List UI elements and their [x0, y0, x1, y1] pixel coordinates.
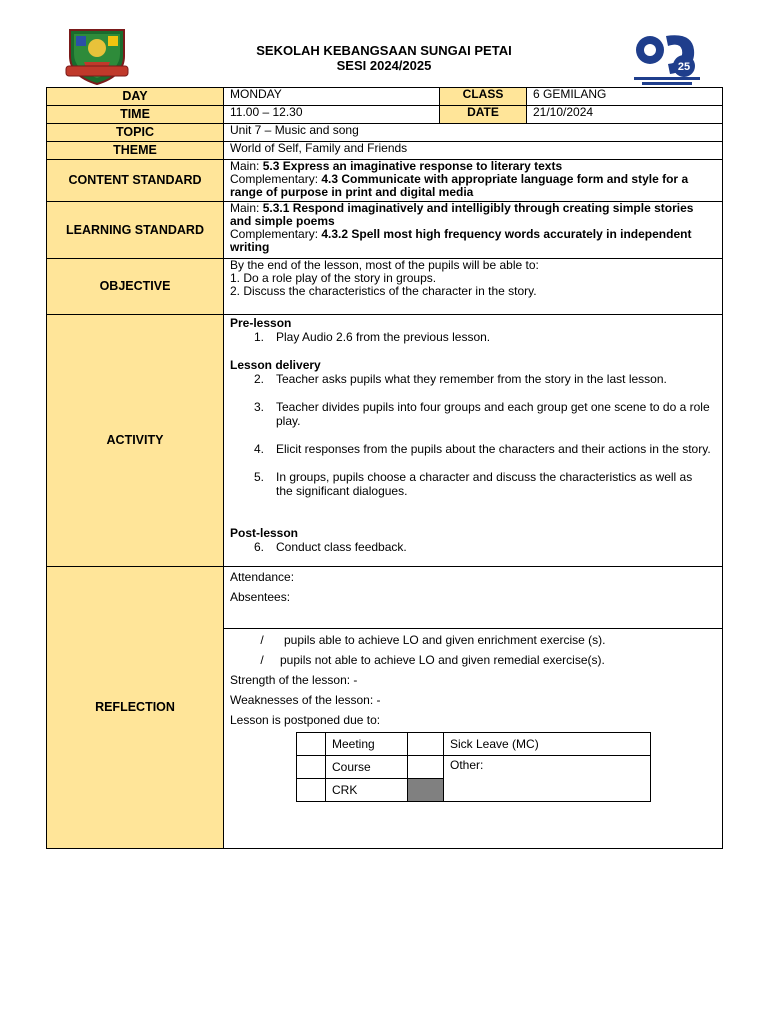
shaded-cell [408, 779, 444, 802]
slash-mark: / [260, 633, 264, 647]
attendance-cell [224, 567, 723, 629]
activity-step [230, 442, 716, 456]
value-date: 21/10/2024 [527, 106, 723, 124]
attendance-label: Attendance: [230, 570, 295, 584]
label-learning-standard: LEARNING STANDARD [47, 202, 224, 259]
row-time [47, 106, 723, 124]
remedial-line [230, 650, 716, 670]
learning-standard-comp [230, 228, 716, 254]
meeting-checkbox[interactable] [297, 733, 326, 756]
row-activity [47, 315, 723, 567]
content-standard-cell [224, 160, 723, 202]
reason-other: Other: [444, 756, 651, 802]
step-text: Play Audio 2.6 from the previous lesson. [276, 330, 491, 344]
reason-sick-leave: Sick Leave (MC) [444, 733, 651, 756]
value-class: 6 GEMILANG [527, 88, 723, 106]
remedial-text: pupils not able to achieve LO and given remedial exercise(s). [280, 653, 605, 667]
strength-line: Strength of the lesson: - [230, 673, 358, 687]
activity-cell [224, 315, 723, 567]
row-objective [47, 259, 723, 315]
label-day: DAY [47, 88, 224, 106]
activity-step [230, 372, 716, 386]
step-number: 3. [254, 400, 265, 414]
value-day: MONDAY [224, 88, 440, 106]
pre-lesson-heading: Pre-lesson [230, 316, 292, 330]
value-theme: World of Self, Family and Friends [224, 142, 723, 160]
sick-leave-checkbox[interactable] [408, 733, 444, 756]
step-text: In groups, pupils choose a character and discuss the characteristics as well as the significant dialogues. [276, 470, 693, 498]
reason-course: Course [326, 756, 408, 779]
label-topic: TOPIC [47, 124, 224, 142]
school-name: SEKOLAH KEBANGSAAN SUNGAI PETAI [256, 43, 512, 58]
objective-item: 1. Do a role play of the story in groups. [230, 271, 437, 285]
step-number: 2. [254, 372, 265, 386]
enrichment-line [230, 630, 716, 650]
main-label: Main: [230, 159, 263, 173]
enrichment-text: pupils able to achieve LO and given enrichment exercise (s). [284, 633, 606, 647]
comp-label: Complementary: [230, 172, 322, 186]
step-number: 6. [254, 540, 265, 554]
value-topic: Unit 7 – Music and song [224, 124, 723, 142]
crk-checkbox[interactable] [297, 779, 326, 802]
reason-meeting: Meeting [326, 733, 408, 756]
main-label: Main: [230, 201, 263, 215]
label-class: CLASS [440, 88, 527, 106]
postponed-line: Lesson is postponed due to: [230, 713, 381, 727]
label-time: TIME [47, 106, 224, 124]
postponed-reasons-table [296, 732, 651, 802]
label-activity: ACTIVITY [47, 315, 224, 567]
label-reflection: REFLECTION [47, 567, 224, 849]
label-theme: THEME [47, 142, 224, 160]
step-number: 1. [254, 330, 265, 344]
weakness-line: Weaknesses of the lesson: - [230, 693, 381, 707]
label-content-standard: CONTENT STANDARD [47, 160, 224, 202]
row-reflection-top [47, 567, 723, 629]
other-checkbox[interactable] [408, 756, 444, 779]
lesson-plan-table [46, 87, 723, 849]
row-topic [47, 124, 723, 142]
comp-label: Complementary: [230, 227, 322, 241]
row-theme [47, 142, 723, 160]
step-text: Teacher divides pupils into four groups and each group get one scene to do a role play. [276, 400, 710, 428]
activity-step [230, 400, 716, 428]
content-standard-comp [230, 173, 716, 199]
label-date: DATE [440, 106, 527, 124]
activity-step [230, 540, 716, 554]
step-number: 4. [254, 442, 265, 456]
absentees-label: Absentees: [230, 590, 291, 604]
session-label: SESI 2024/2025 [336, 58, 432, 73]
objective-item: 2. Discuss the characteristics of the character in the story. [230, 284, 537, 298]
page-header [0, 0, 768, 90]
lesson-delivery-heading: Lesson delivery [230, 358, 321, 372]
row-day [47, 88, 723, 106]
learning-standard-main [230, 202, 716, 228]
row-content-standard [47, 160, 723, 202]
objective-cell [224, 259, 723, 315]
step-text: Teacher asks pupils what they remember from the story in the last lesson. [276, 372, 667, 386]
row-learning-standard [47, 202, 723, 259]
comp-text: 4.3.2 Spell most high frequency words accurately in independent writing [230, 227, 692, 254]
step-text: Conduct class feedback. [276, 540, 407, 554]
value-time: 11.00 – 12.30 [224, 106, 440, 124]
post-lesson-heading: Post-lesson [230, 526, 299, 540]
slash-mark: / [260, 653, 264, 667]
learning-standard-cell [224, 202, 723, 259]
objective-intro: By the end of the lesson, most of the pupils will be able to: [230, 258, 539, 272]
main-text: 5.3.1 Respond imaginatively and intelligibly through creating simple stories and simple poems [230, 201, 694, 228]
label-objective: OBJECTIVE [47, 259, 224, 315]
svg-text:25: 25 [677, 61, 691, 73]
sts-25-logo-icon [632, 28, 702, 86]
course-checkbox[interactable] [297, 756, 326, 779]
activity-step [230, 330, 716, 344]
reflection-cell [224, 629, 723, 849]
step-text: Elicit responses from the pupils about the characters and their actions in the story. [276, 442, 711, 456]
comp-text: 4.3 Communicate with appropriate language form and style for a range of purpose in print and digital media [230, 172, 689, 199]
main-text: 5.3 Express an imaginative response to literary texts [262, 159, 563, 173]
reason-crk: CRK [326, 779, 408, 802]
step-number: 5. [254, 470, 265, 484]
activity-step [230, 470, 716, 498]
